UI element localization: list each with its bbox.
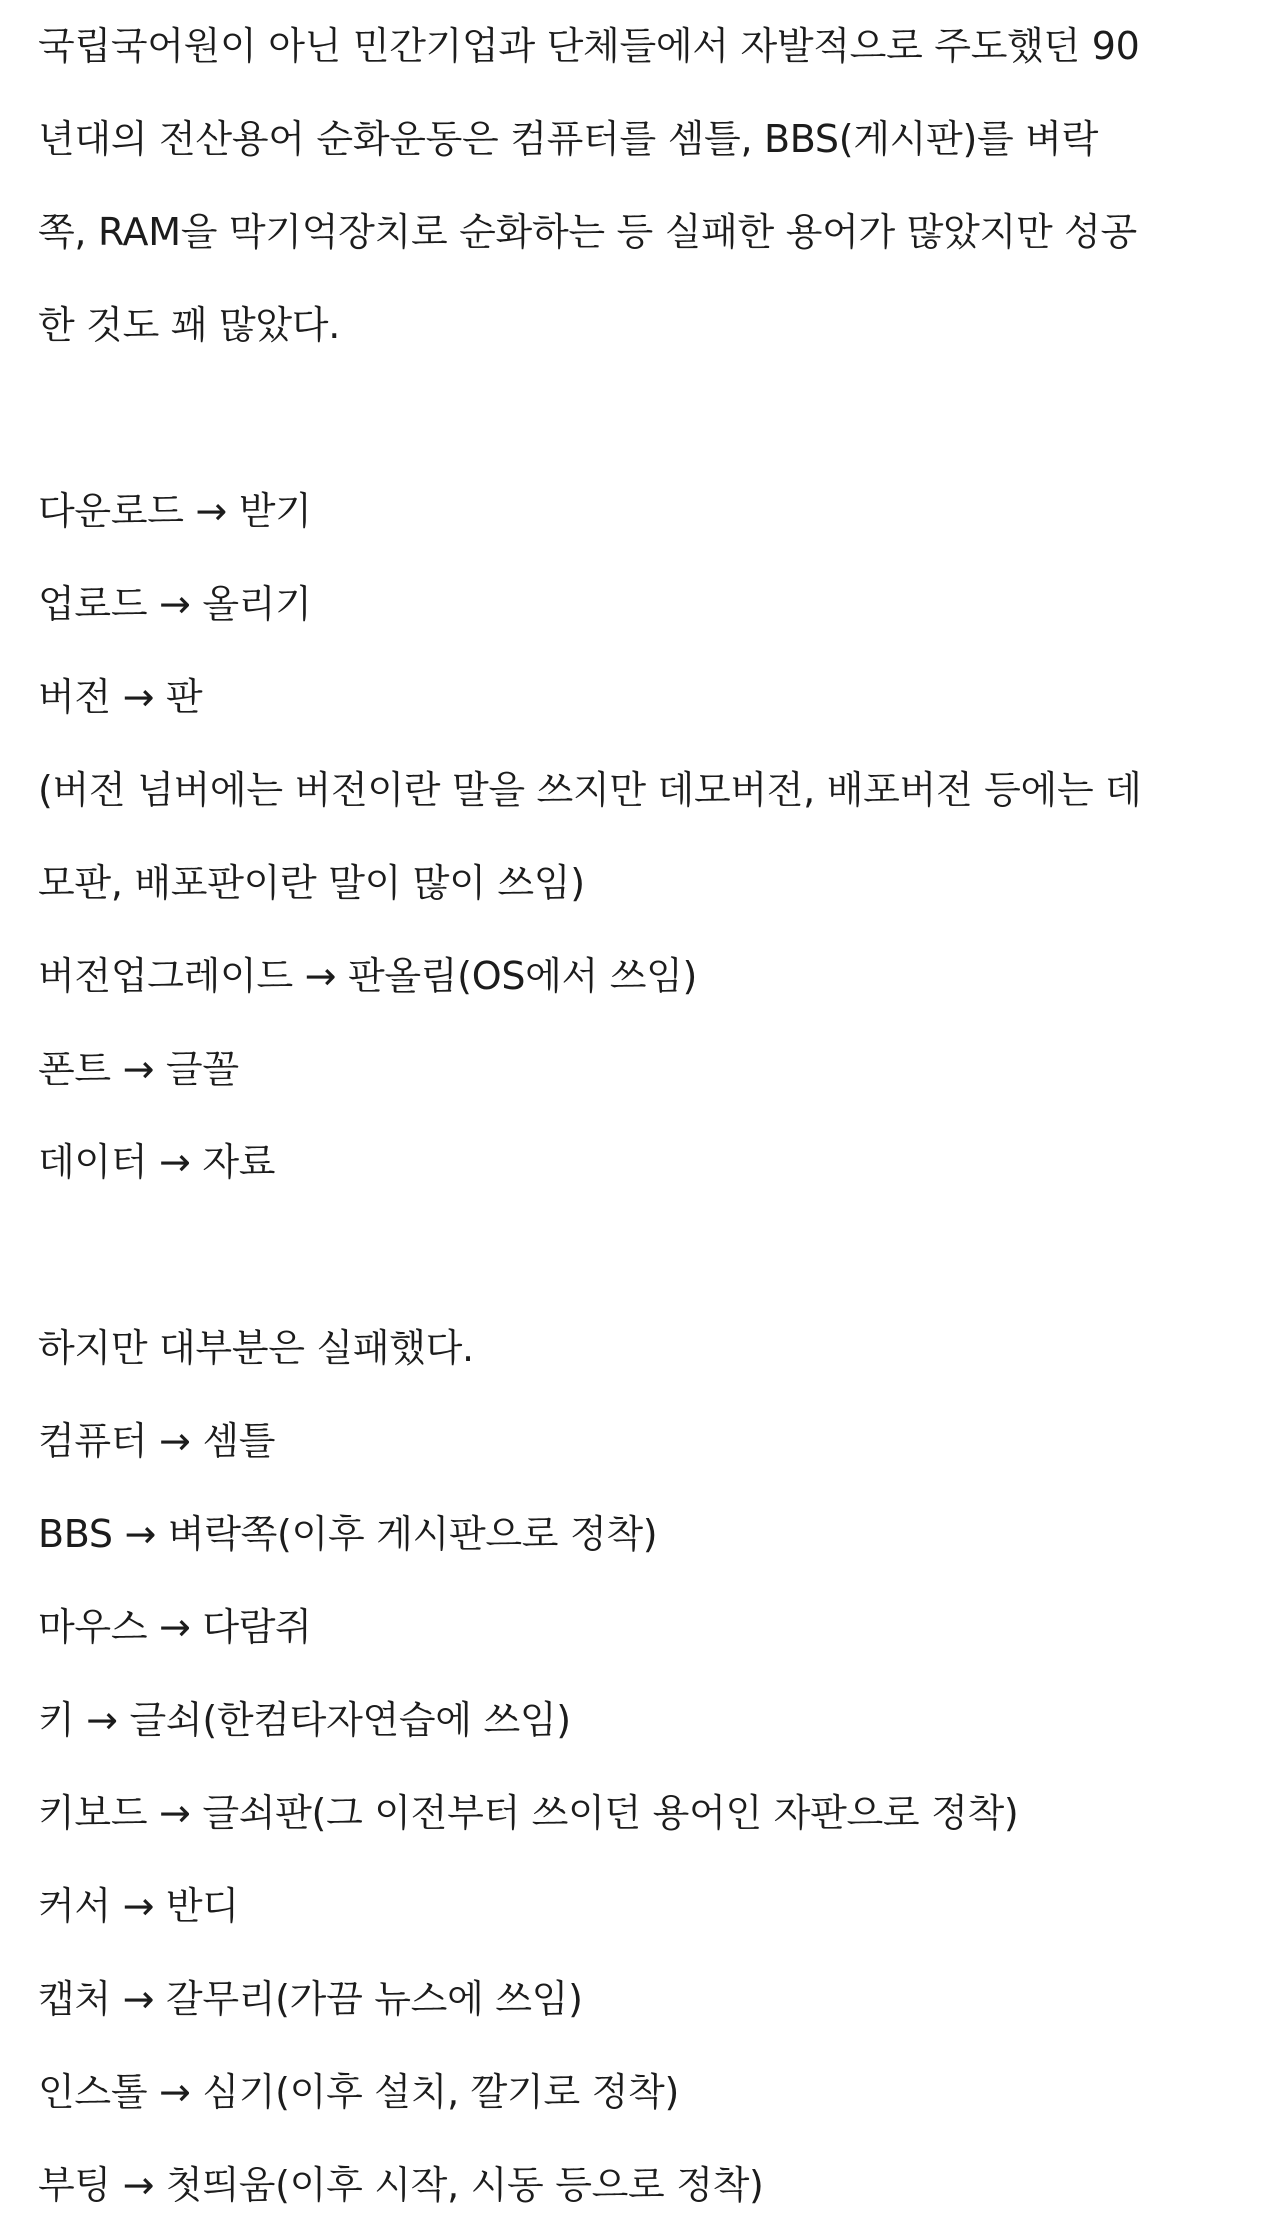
term-item: 폰트 → 글꼴: [38, 1047, 239, 1091]
failure-heading: 하지만 대부분은 실패했다.: [38, 1326, 474, 1370]
intro-line: 년대의 전산용어 순화운동은 컴퓨터를 셈틀, BBS(게시판)를 벼락: [38, 117, 1098, 161]
term-item: 커서 → 반디: [38, 1884, 239, 1928]
paragraph-gap: [38, 1209, 1248, 1302]
term-item: 캡처 → 갈무리(가끔 뉴스에 쓰임): [38, 1977, 583, 2021]
intro-paragraph: [38, 0, 1248, 372]
term-item: 키보드 → 글쇠판(그 이전부터 쓰이던 용어인 자판으로 정착): [38, 1791, 1019, 1835]
term-item: 버전업그레이드 → 판올림(OS에서 쓰임): [38, 954, 698, 998]
term-item: 업로드 → 올리기: [38, 582, 312, 626]
failure-section: [38, 1302, 1248, 2232]
term-note: 모판, 배포판이란 말이 많이 쓰임): [38, 861, 585, 905]
term-item: BBS → 벼락쪽(이후 게시판으로 정착): [38, 1512, 658, 1556]
term-item: 인스톨 → 심기(이후 설치, 깔기로 정착): [38, 2070, 679, 2114]
success-term-list: [38, 465, 1248, 1209]
term-item: 데이터 → 자료: [38, 1140, 276, 1184]
term-item: 마우스 → 다람쥐: [38, 1605, 312, 1649]
intro-line: 국립국어원이 아닌 민간기업과 단체들에서 자발적으로 주도했던 90: [38, 24, 1140, 68]
term-note: (버전 넘버에는 버전이란 말을 쓰지만 데모버전, 배포버전 등에는 데: [38, 768, 1142, 812]
term-item: 버전 → 판: [38, 675, 203, 719]
term-item: 컴퓨터 → 셈틀: [38, 1419, 276, 1463]
term-item: 다운로드 → 받기: [38, 489, 312, 533]
intro-line: 한 것도 꽤 많았다.: [38, 303, 340, 347]
term-item: 키 → 글쇠(한컴타자연습에 쓰임): [38, 1698, 571, 1742]
intro-line: 쪽, RAM을 막기억장치로 순화하는 등 실패한 용어가 많았지만 성공: [38, 210, 1137, 254]
term-item: 부팅 → 첫띄움(이후 시작, 시동 등으로 정착): [38, 2163, 764, 2207]
paragraph-gap: [38, 372, 1248, 465]
article-body: [38, 0, 1248, 2232]
